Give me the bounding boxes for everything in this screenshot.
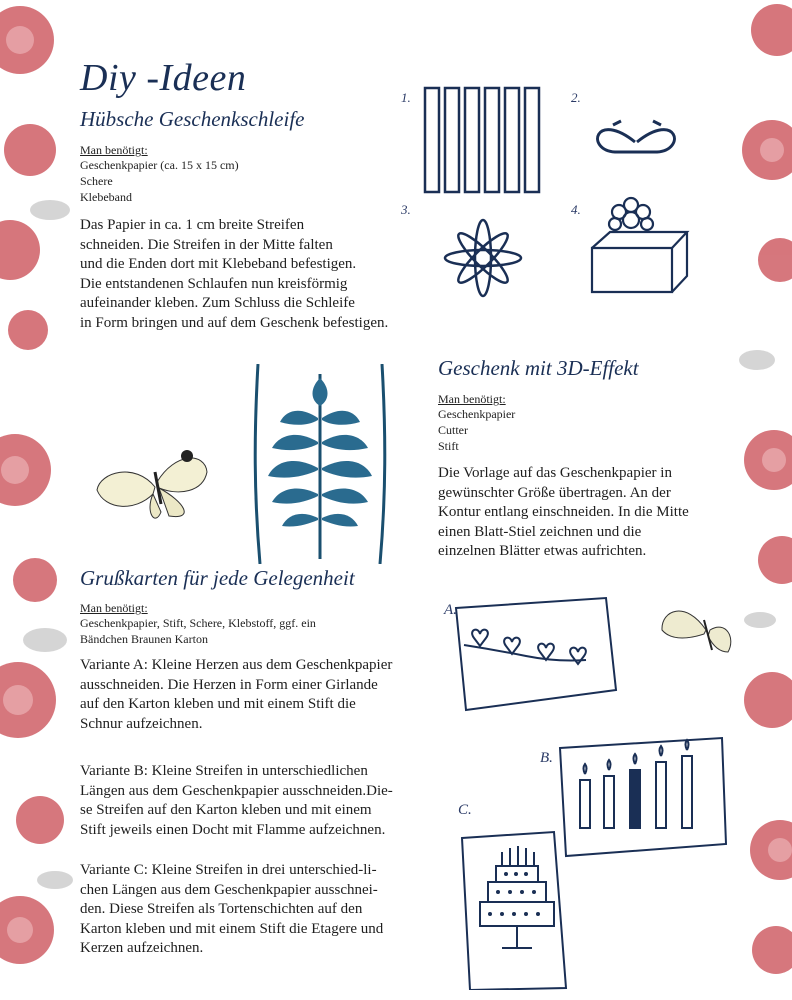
text-line: Stift jeweils einen Docht mit Flamme aufzeichnen. [80,821,386,838]
list-item: Cutter [438,423,468,437]
cards-illustration [436,590,736,990]
text-line: Variante C: Kleine Streifen in drei unterschied-li- [80,862,377,878]
cards-heading: Grußkarten für jede Gelegenheit [80,566,355,590]
card-b-label: B. [540,750,553,766]
text-line: Kontur entlang einschneiden. In die Mitte [438,504,689,520]
text-line: in Form bringen und auf dem Geschenk befestigen. [80,314,389,331]
floral-border-right [732,0,792,1000]
text-line: einen Blatt-Stiel zeichnen und die [438,523,642,540]
bow-instructions [80,216,388,333]
candles-icon [580,740,692,828]
text-line: Karton kleben und mit einem Stift die Etagere und [80,920,384,937]
bow-items-list [80,157,239,205]
bow-needed-label: Man benötigt: [80,143,148,157]
list-item: Geschenkpapier, Stift, Schere, Klebstoff, ggf. ein [80,616,316,630]
text-line: den. Diese Streifen als Tortenschichten auf den [80,901,363,917]
text-line: Die entstandenen Schlaufen nun kreisförmig [80,275,348,292]
step-4-label: 4. [571,202,581,217]
butterfly-right-icon [662,611,731,652]
text-line: und die Enden dort mit Klebeband befestigen. [80,256,357,272]
list-item: Stift [438,439,459,453]
card-c-label: C. [458,802,472,818]
star-loops-icon [445,220,521,296]
card-a-label: A. [444,602,457,618]
list-item: Geschenkpapier [438,407,516,421]
gift-box-icon [592,198,687,292]
variant-c-text [80,861,383,959]
text-line: aufeinander kleben. Zum Schluss die Schleife [80,295,355,311]
cake-icon [480,846,554,948]
step-2-label: 2. [571,90,581,105]
text-line: Die Vorlage auf das Geschenkpapier in [438,465,672,481]
list-item: Bändchen Braunen Karton [80,632,208,646]
step-1-label: 1. [401,90,411,105]
text-line: schneiden. Die Streifen in der Mitte falten [80,236,333,253]
text-line: gewünschter Größe übertragen. An der [438,484,671,501]
gift3d-heading: Geschenk mit 3D-Effekt [438,356,639,380]
list-item: Geschenkpapier (ca. 15 x 15 cm) [80,158,239,172]
text-line: Längen aus dem Geschenkpapier ausschneiden.Die- [80,782,393,799]
text-line: chen Längen aus dem Geschenkpapier ausschnei- [80,881,378,898]
text-line: Das Papier in ca. 1 cm breite Streifen [80,217,305,233]
list-item: Schere [80,174,113,188]
text-line: ausschneiden. Die Herzen in Form einer Girlande [80,676,378,693]
text-line: einzelnen Blätter etwas aufrichten. [438,543,647,559]
text-line: Schnur aufzeichnen. [80,715,203,732]
text-line: auf den Karton kleben und mit einem Stift die [80,696,356,712]
gift3d-items-list [438,406,515,454]
card-b [560,738,726,856]
gift3d-instructions [438,464,689,562]
text-line: Kerzen aufzeichnen. [80,940,204,956]
page-title: Diy -Ideen [80,57,247,99]
variant-a-text [80,656,392,734]
leaf-template-illustration [250,364,390,564]
paper-strips-icon [425,88,539,192]
gift3d-needed-label: Man benötigt: [438,392,506,406]
bow-steps-illustration [395,80,715,300]
text-line: Variante A: Kleine Herzen aus dem Geschenkpapier [80,657,393,673]
bow-heading: Hübsche Geschenkschleife [80,107,305,131]
heart-garland-icon [472,630,586,664]
folded-loop-icon [598,121,675,152]
step-3-label: 3. [401,202,411,217]
floral-border-left [0,0,80,1000]
cards-items-list [80,615,316,647]
text-line: Variante B: Kleine Streifen in unterschiedlichen [80,763,368,779]
list-item: Klebeband [80,190,132,204]
cards-needed-label: Man benötigt: [80,601,148,615]
butterfly-illustration [95,432,215,532]
card-c [462,832,566,990]
variant-b-text [80,762,393,840]
text-line: se Streifen auf den Karton kleben und mit einem [80,802,372,818]
card-a [456,598,616,710]
